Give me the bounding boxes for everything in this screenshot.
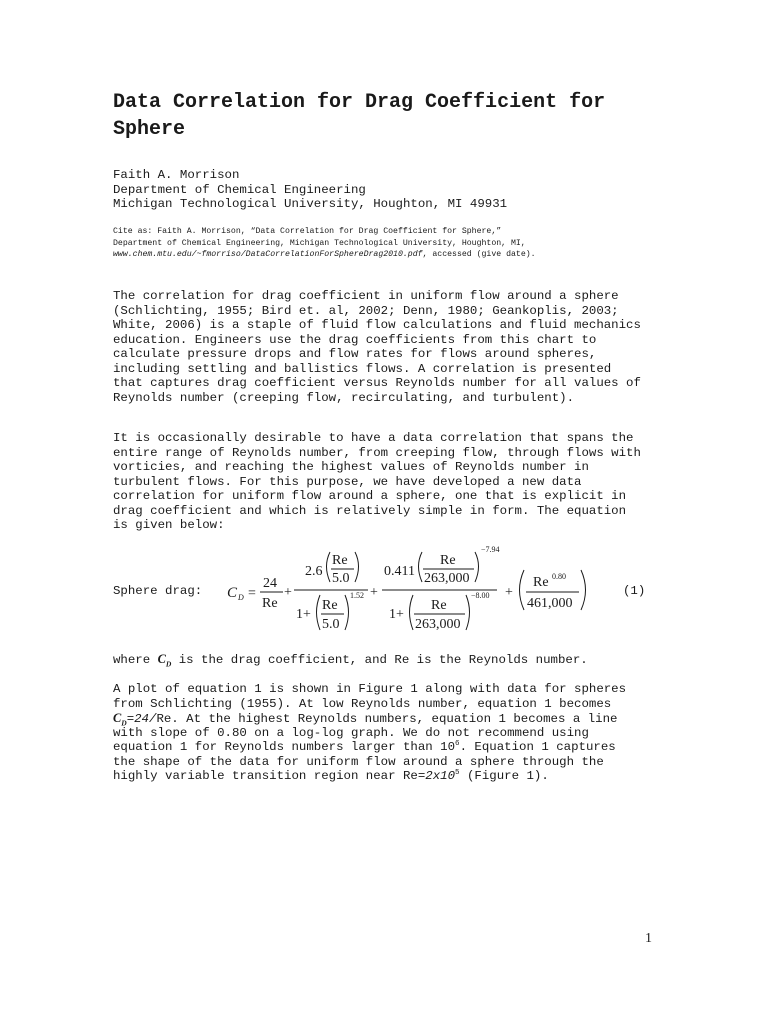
text-run: . Equation 1 captures	[459, 740, 616, 754]
eq-re-3: Re	[440, 553, 456, 568]
paragraph-line: with slope of 0.80 on a log-log graph. We do not recommend using	[113, 725, 589, 740]
eq-paren-right	[466, 595, 470, 630]
eq-re-2: Re	[322, 598, 338, 613]
eq-paren-right	[355, 552, 359, 582]
author-institution: Michigan Technological University, Houghton, MI 49931	[113, 197, 508, 212]
paragraph-line: The correlation for drag coefficient in uniform flow around a sphere	[113, 289, 619, 303]
eq-paren-right	[581, 570, 586, 610]
paragraph-line: vorticies, and reaching the highest values of Reynolds number in	[113, 460, 589, 474]
equation-number: (1)	[623, 584, 646, 598]
paragraph-line: Reynolds number (creeping flow, recirculating, and turbulent).	[113, 390, 575, 405]
eq-divisor-5: 461,000	[527, 596, 573, 611]
paragraph-line	[113, 711, 673, 726]
eq-plus-1: +	[284, 585, 292, 600]
cd-subscript: D	[121, 718, 127, 728]
eq-paren-right	[475, 552, 479, 582]
eq-term1-numerator: 24	[263, 576, 277, 591]
eq-re-5: Re	[533, 575, 549, 590]
eq-re-4: Re	[431, 598, 447, 613]
paragraph-line: calculate pressure drops and flow rates for flows around spheres,	[113, 347, 597, 361]
text-run: =24/	[126, 712, 157, 726]
text-run: equation 1 for Reynolds numbers larger than 10	[113, 740, 456, 754]
definition-paragraph	[113, 652, 673, 667]
paragraph-line: (Schlichting, 1955; Bird et. al, 2002; Denn, 1980; Geankoplis, 2003;	[113, 303, 619, 318]
citation-block	[113, 226, 673, 261]
citation-line-1: Cite as: Faith A. Morrison, “Data Correlation for Drag Coefficient for Sphere,”	[113, 227, 502, 236]
transition-value: 2x10	[425, 769, 456, 783]
text-run: is the drag coefficient, and Re is the Reynolds number.	[171, 653, 588, 667]
citation-url: www.chem.mtu.edu/~fmorriso/DataCorrelationForSphereDrag2010.pdf	[113, 250, 423, 260]
eq-divisor-3: 263,000	[424, 571, 470, 586]
paragraph-line: education. Engineers use the drag coefficients from this chart to	[113, 332, 597, 347]
paper-title: Data Correlation for Drag Coefficient for Sphere	[113, 91, 606, 141]
paragraph-line: including settling and ballistics flows. A correlation is presented	[113, 361, 612, 376]
eq-paren-right	[345, 595, 349, 630]
eq-exponent-152: 1.52	[350, 591, 364, 600]
eq-exponent-080: 0.80	[552, 572, 566, 581]
citation-accessed: , accessed (give date).	[422, 250, 536, 260]
text-run: (Figure 1).	[459, 769, 549, 783]
eq-plus-2: +	[370, 585, 378, 600]
eq-paren-left	[410, 595, 414, 630]
cd-symbol: C	[157, 652, 166, 666]
author-block	[113, 168, 673, 212]
page-number: 1	[645, 931, 652, 946]
motivation-paragraph	[113, 431, 673, 533]
paragraph-line: from Schlichting (1955). At low Reynolds number, equation 1 becomes	[113, 696, 612, 711]
paragraph-line: drag coefficient and which is relatively simple in form. The equation	[113, 503, 627, 518]
eq-divisor-1: 5.0	[332, 571, 350, 586]
paragraph-line: A plot of equation 1 is shown in Figure 1 along with data for spheres	[113, 682, 627, 696]
paragraph-line: correlation for uniform flow around a sphere, one that is explicit in	[113, 489, 627, 503]
eq-exponent-neg794: −7.94	[481, 545, 500, 554]
eq-exponent-neg800: −8.00	[471, 591, 490, 600]
equation-label: Sphere drag:	[113, 584, 203, 598]
text-run: Re. At the highest Reynolds numbers, equation 1 becomes a line	[156, 712, 618, 726]
citation-line-2: Department of Chemical Engineering, Michigan Technological University, Houghton, MI,	[113, 238, 526, 248]
eq-paren-left	[317, 595, 321, 630]
paragraph-line	[113, 769, 673, 784]
eq-equals: =	[248, 586, 256, 601]
paragraph-line: entire range of Reynolds number, from creeping flow, through flows with	[113, 445, 641, 460]
text-run: highly variable transition region near Re=	[113, 769, 426, 783]
eq-paren-left	[419, 552, 423, 582]
cd-subscript: D	[165, 659, 172, 669]
paragraph-line: the shape of the data for uniform flow around a sphere through the	[113, 754, 604, 769]
eq-paren-left	[327, 552, 331, 582]
eq-paren-left	[520, 570, 525, 610]
eq-plus-3: +	[505, 585, 513, 600]
eq-re-1: Re	[332, 553, 348, 568]
author-department: Department of Chemical Engineering	[113, 182, 366, 197]
paragraph-line: White, 2006) is a staple of fluid flow calculations and fluid mechanics	[113, 318, 641, 332]
paragraph-line: It is occasionally desirable to have a data correlation that spans the	[113, 431, 634, 445]
eq-one-plus-2: 1+	[389, 607, 404, 622]
paragraph-line	[113, 652, 673, 667]
intro-paragraph	[113, 289, 673, 405]
eq-term1-denominator: Re	[262, 596, 278, 611]
citation-line-3	[113, 249, 673, 261]
eq-divisor-4: 263,000	[415, 617, 461, 632]
figure-discussion-paragraph	[113, 682, 673, 784]
superscript: 5	[455, 768, 460, 777]
paragraph-line: that captures drag coefficient versus Reynolds number for all values of	[113, 376, 641, 390]
text-run: where	[113, 653, 158, 667]
superscript: 6	[455, 739, 460, 748]
eq-one-plus-1: 1+	[296, 607, 311, 622]
eq-lhs: C	[227, 585, 238, 601]
paragraph-line: is given below:	[113, 518, 225, 532]
eq-divisor-2: 5.0	[322, 617, 340, 632]
paragraph-line	[113, 740, 673, 755]
eq-lhs-sub: D	[238, 593, 244, 602]
eq-term2-coefficient: 2.6	[305, 564, 323, 579]
eq-term3-coefficient: 0.411	[384, 564, 415, 579]
paragraph-line: turbulent flows. For this purpose, we have developed a new data	[113, 474, 582, 489]
cd-symbol: C	[113, 711, 122, 725]
author-name: Faith A. Morrison	[113, 168, 240, 182]
sphere-drag-equation	[222, 542, 612, 642]
